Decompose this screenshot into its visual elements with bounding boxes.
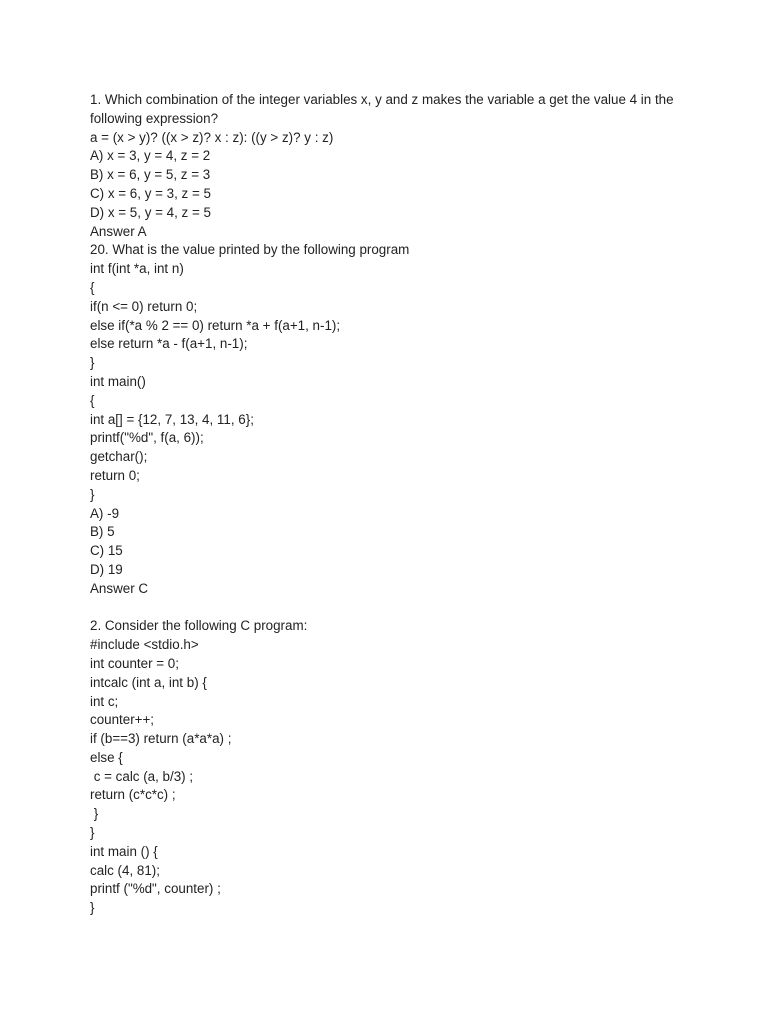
code-line: else if(*a % 2 == 0) return *a + f(a+1, n-1); [90, 317, 341, 333]
code-line: int counter = 0; [90, 655, 179, 671]
code-line: } [90, 806, 99, 822]
code-line: int c; [90, 693, 119, 709]
question-20-option-d: D) 19 [90, 561, 123, 577]
blank-line [90, 599, 680, 618]
code-line: if (b==3) return (a*a*a) ; [90, 731, 232, 747]
code-line: } [90, 486, 95, 502]
code-line: { [90, 392, 95, 408]
question-20-option-c: C) 15 [90, 543, 123, 559]
code-line: int main () { [90, 843, 158, 859]
question-1-option-c: C) x = 6, y = 3, z = 5 [90, 185, 211, 201]
code-line: #include <stdio.h> [90, 637, 199, 653]
code-line: int f(int *a, int n) [90, 261, 184, 277]
question-1-option-a: A) x = 3, y = 4, z = 2 [90, 148, 211, 164]
code-line: printf ("%d", counter) ; [90, 881, 221, 897]
code-line: printf("%d", f(a, 6)); [90, 430, 204, 446]
code-line: counter++; [90, 712, 155, 728]
question-1-expression: a = (x > y)? ((x > z)? x : z): ((y > z)? y : z) [90, 129, 334, 145]
code-line: return (c*c*c) ; [90, 787, 176, 803]
question-1-option-b: B) x = 6, y = 5, z = 3 [90, 167, 211, 183]
code-line: } [90, 900, 95, 916]
code-line: if(n <= 0) return 0; [90, 298, 198, 314]
question-1-text: 1. Which combination of the integer variables x, y and z makes the variable a get the value 4 in the following expression? [90, 92, 674, 126]
code-line: } [90, 355, 95, 371]
question-20-answer: Answer C [90, 580, 149, 596]
question-20-text: 20. What is the value printed by the following program [90, 242, 410, 258]
code-line: } [90, 825, 95, 841]
code-line: { [90, 279, 95, 295]
question-2-text: 2. Consider the following C program: [90, 618, 308, 634]
code-line: return 0; [90, 467, 140, 483]
question-20-option-b: B) 5 [90, 524, 115, 540]
code-line: int main() [90, 373, 146, 389]
document-body [90, 91, 680, 918]
question-1-answer: Answer A [90, 223, 147, 239]
question-20-option-a: A) -9 [90, 505, 120, 521]
code-line: else return *a - f(a+1, n-1); [90, 336, 248, 352]
code-line: c = calc (a, b/3) ; [90, 768, 194, 784]
code-line: getchar(); [90, 449, 148, 465]
code-line: calc (4, 81); [90, 862, 160, 878]
code-line: else { [90, 749, 123, 765]
question-1-option-d: D) x = 5, y = 4, z = 5 [90, 204, 211, 220]
code-line: intcalc (int a, int b) { [90, 674, 207, 690]
code-line: int a[] = {12, 7, 13, 4, 11, 6}; [90, 411, 254, 427]
